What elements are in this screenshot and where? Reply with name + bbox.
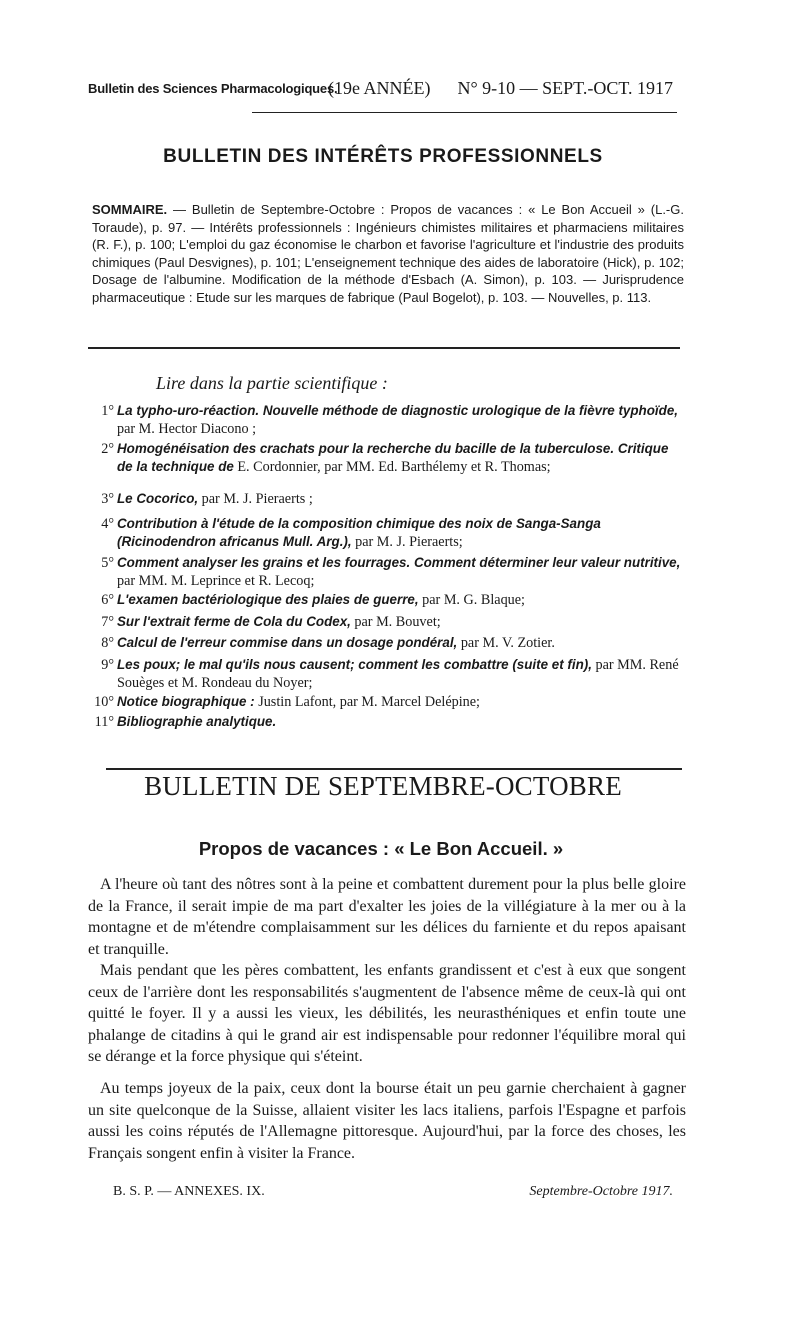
article-title: Propos de vacances : « Le Bon Accueil. » [198,838,564,859]
item-authors: par M. Hector Diacono ; [117,421,257,437]
page-footer [113,1184,673,1204]
item-title: Comment analyser les grains et les fourrages. Comment déterminer leur valeur nutritive, [117,555,681,570]
sommaire-lead: SOMMAIRE. [92,202,168,217]
item-title: Bibliographie analytique. [117,714,277,729]
item-authors: par M. J. Pieraerts ; [201,491,313,507]
item-number: 7° [101,614,114,630]
item-number: 6° [101,592,114,608]
item-number: 3° [101,491,114,507]
item-authors: par MM. M. Leprince et R. Lecoq; [117,573,315,589]
contents-rule [106,768,682,770]
item-authors: Justin Lafont, par M. Marcel Delépine; [258,694,480,710]
paragraph-text: Mais pendant que les pères combattent, les enfants grandissent et c'est à eux que songent ceux de l'arrière dont les responsabilités s'augmentent de l'absence même de ceux-là qui ont quitté le foyer. Il y a aussi les vieux, les débilités, les neurasthéniques et enfin toute une phalange de citadins à qui le grand air est indispensable pour redonner l'équilibre moral qui se dérange et la force physique qui s'éteint. [88,962,686,1065]
footer-left: B. S. P. — ANNEXES. IX. [113,1184,265,1199]
sommaire-block [92,201,684,307]
item-number: 4° [101,516,114,532]
item-title: Calcul de l'erreur commise dans un dosage pondéral, [117,635,458,650]
item-number: 2° [101,441,114,457]
item-title: L'examen bactériologique des plaies de guerre, [117,592,419,607]
item-title: Notice biographique : [117,694,255,709]
item-title: Contribution à l'étude de la composition chimique des noix de Sanga-Sanga (Ricinodendron africanus Mull. Arg.), [117,516,601,549]
header-rule [252,112,677,113]
paragraph-text: Au temps joyeux de la paix, ceux dont la bourse était un peu garnie cherchaient à gagner un site quelconque de la Suisse, allaient visiter les lacs italiens, parfois l'Espagne et parfois aussi les coins réputés de l'Allemagne pittoresque. Aujourd'hui, par la force des choses, les Français songent enfin à visiter la France. [88,1080,686,1162]
sommaire-text: — Bulletin de Septembre-Octobre : Propos de vacances : « Le Bon Accueil » (L.-G. Toraude), p. 97. — Intérêts professionnels : Ingénieurs chimistes militaires et pharmaciens militaires (R. F.), p. 100; L'emploi du gaz économise le charbon et favorise l'agriculture et l'industrie des produits chimiques (Paul Desvignes), p. 101; L'enseignement technique des aides de laboratoire (Hick), p. 102; Dosage de l'albumine. Modification de la méthode d'Esbach (A. Simon), p. 103. — Jurisprudence pharmaceutique : Etude sur les marques de fabrique (Paul Bogelot), p. 103. — Nouvelles, p. 113. [92,202,684,305]
running-header [88,76,673,102]
bulletin-title: BULLETIN DE SEPTEMBRE-OCTOBRE [144,771,622,801]
footer-right: Septembre-Octobre 1917. [529,1184,673,1199]
item-number: 5° [101,555,114,571]
sommaire-rule [88,347,680,349]
item-number: 8° [101,635,114,651]
paragraph-text: A l'heure où tant des nôtres sont à la peine et combattent durement pour la plus belle gloire de la France, il serait impie de ma part d'exalter les joies de la villégiature à la mer ou à la montagne et de m'étendre complaisamment sur les délices du farniente et du repos apaisant et tranquille. [88,876,686,958]
item-number: 9° [101,657,114,673]
section-title: BULLETIN DES INTÉRÊTS PROFESSIONNELS [163,146,603,167]
item-title: Homogénéisation des crachats pour la recherche du bacille de la tuberculose. Critique de la technique de [117,441,669,474]
item-number: 10° [94,694,114,710]
item-authors: par M. G. Blaque; [422,592,525,608]
item-title: Sur l'extrait ferme de Cola du Codex, [117,614,351,629]
item-number: 11° [94,714,114,730]
journal-name: Bulletin des Sciences Pharmacologiques. [88,81,338,96]
item-authors: par M. J. Pieraerts; [355,534,463,550]
issue-number: N° 9-10 — SEPT.-OCT. 1917 [457,78,673,98]
item-authors: E. Cordonnier, par MM. Ed. Barthélemy et R. Thomas; [237,459,551,475]
paragraph [88,1078,686,1164]
item-authors: par M. V. Zotier. [460,635,555,651]
lire-heading: Lire dans la partie scientifique : [156,373,388,393]
paragraph [88,874,686,960]
item-number: 1° [101,403,114,419]
item-authors: par M. Bouvet; [354,614,441,630]
item-title: Le Cocorico, [117,491,199,506]
paragraph [88,960,686,1068]
journal-year: (19e ANNÉE) [328,78,431,98]
item-title: La typho-uro-réaction. Nouvelle méthode de diagnostic urologique de la fièvre typhoïde, [117,403,678,418]
item-title: Les poux; le mal qu'ils nous causent; comment les combattre (suite et fin), [117,657,592,672]
item-authors: par MM. René Souèges et M. Rondeau du Noyer; [117,657,679,691]
